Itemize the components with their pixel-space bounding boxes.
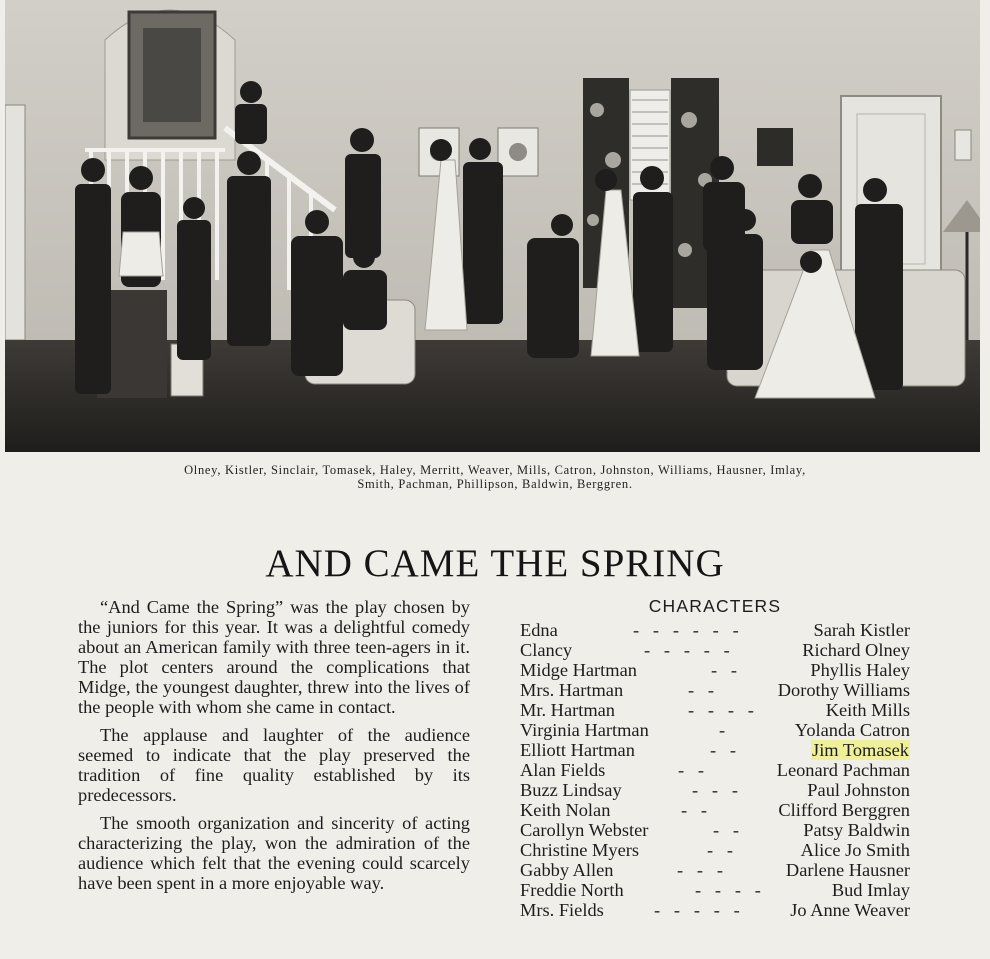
actor-name: Phyllis Haley xyxy=(810,660,910,680)
cast-row xyxy=(520,660,910,680)
leader-dashes: - - - - - xyxy=(644,640,730,660)
cast-row xyxy=(520,820,910,840)
characters-heading: CHARACTERS xyxy=(648,596,782,616)
actor-name: Paul Johnston xyxy=(807,780,910,800)
cast-row xyxy=(520,860,910,880)
leader-dashes: - - - xyxy=(692,780,738,800)
cast-list xyxy=(520,620,910,920)
cast-row xyxy=(520,800,910,820)
character-role: Alan Fields xyxy=(520,760,606,780)
character-role: Freddie North xyxy=(520,880,624,900)
cast-row xyxy=(520,880,910,900)
leader-dashes: - - xyxy=(707,840,734,860)
leader-dashes: - - - - xyxy=(688,700,754,720)
page-title: AND CAME THE SPRING xyxy=(265,542,725,585)
actor-name: Leonard Pachman xyxy=(776,760,910,780)
actor-name: Clifford Berggren xyxy=(778,800,910,820)
character-role: Clancy xyxy=(520,640,573,660)
photo-caption xyxy=(0,463,990,491)
cast-row xyxy=(520,740,910,760)
cast-row xyxy=(520,780,910,800)
paragraph: “And Came the Spring” was the play chosen by the juniors for this year. It was a delightful comedy about an American family with three teen-agers in it. The plot centers around the complications that Midge, the youngest daughter, threw into the lives of the people with whom she came in contact. xyxy=(78,597,470,717)
leader-dashes: - - - - - xyxy=(654,900,740,920)
character-role: Gabby Allen xyxy=(520,860,614,880)
actor-name: Yolanda Catron xyxy=(794,720,910,740)
leader-dashes: - - xyxy=(681,800,708,820)
actor-name: Sarah Kistler xyxy=(813,620,910,640)
leader-dashes: - - xyxy=(711,660,738,680)
leader-dashes: - - - - xyxy=(695,880,761,900)
stage-cast-photo xyxy=(5,0,980,452)
character-role: Buzz Lindsay xyxy=(520,780,622,800)
paragraph: The applause and laughter of the audience seemed to indicate that the play preserved the tradition of fine quality established by its predecessors. xyxy=(78,725,470,805)
cast-row xyxy=(520,700,910,720)
character-role: Carollyn Webster xyxy=(520,820,649,840)
actor-name: Keith Mills xyxy=(825,700,910,720)
left-door xyxy=(5,105,25,340)
character-role: Mr. Hartman xyxy=(520,700,615,720)
actor-name: Richard Olney xyxy=(802,640,910,660)
actor-name: Dorothy Williams xyxy=(777,680,910,700)
leader-dashes: - - - xyxy=(677,860,723,880)
cast-row xyxy=(520,640,910,660)
leader-dashes: - - xyxy=(688,680,715,700)
paragraph: The smooth organization and sincerity of acting characterizing the play, won the admiration of the audience which felt that the evening could scarcely have been spent in a more enjoyable way. xyxy=(78,813,470,893)
actor-name: Jo Anne Weaver xyxy=(790,900,910,920)
caption-line-1: Olney, Kistler, Sinclair, Tomasek, Haley, Merritt, Weaver, Mills, Catron, Johnston, Williams, Hausner, Imlay, xyxy=(184,463,806,477)
cast-row xyxy=(520,840,910,860)
character-role: Christine Myers xyxy=(520,840,640,860)
leader-dashes: - - xyxy=(710,740,737,760)
leader-dashes: - xyxy=(719,720,726,740)
character-role: Virginia Hartman xyxy=(520,720,649,740)
wall-shelf xyxy=(757,128,793,166)
cast-row xyxy=(520,680,910,700)
actor-name: Bud Imlay xyxy=(831,880,910,900)
cast-row xyxy=(520,760,910,780)
cast-row xyxy=(520,900,910,920)
leader-dashes: - - xyxy=(713,820,740,840)
cast-row xyxy=(520,720,910,740)
caption-line-2: Smith, Pachman, Phillipson, Baldwin, Berggren. xyxy=(357,477,633,491)
actor-name: Jim Tomasek xyxy=(812,740,909,760)
article-body xyxy=(78,597,470,901)
character-role: Mrs. Hartman xyxy=(520,680,624,700)
actor-name: Alice Jo Smith xyxy=(800,840,910,860)
leader-dashes: - - - - - - xyxy=(633,620,739,640)
character-role: Mrs. Fields xyxy=(520,900,604,920)
actor-name: Darlene Hausner xyxy=(785,860,910,880)
actor-name: Patsy Baldwin xyxy=(803,820,910,840)
cast-row xyxy=(520,620,910,640)
character-role: Elliott Hartman xyxy=(520,740,635,760)
leader-dashes: - - xyxy=(678,760,705,780)
character-role: Edna xyxy=(520,620,558,640)
character-role: Midge Hartman xyxy=(520,660,637,680)
character-role: Keith Nolan xyxy=(520,800,611,820)
